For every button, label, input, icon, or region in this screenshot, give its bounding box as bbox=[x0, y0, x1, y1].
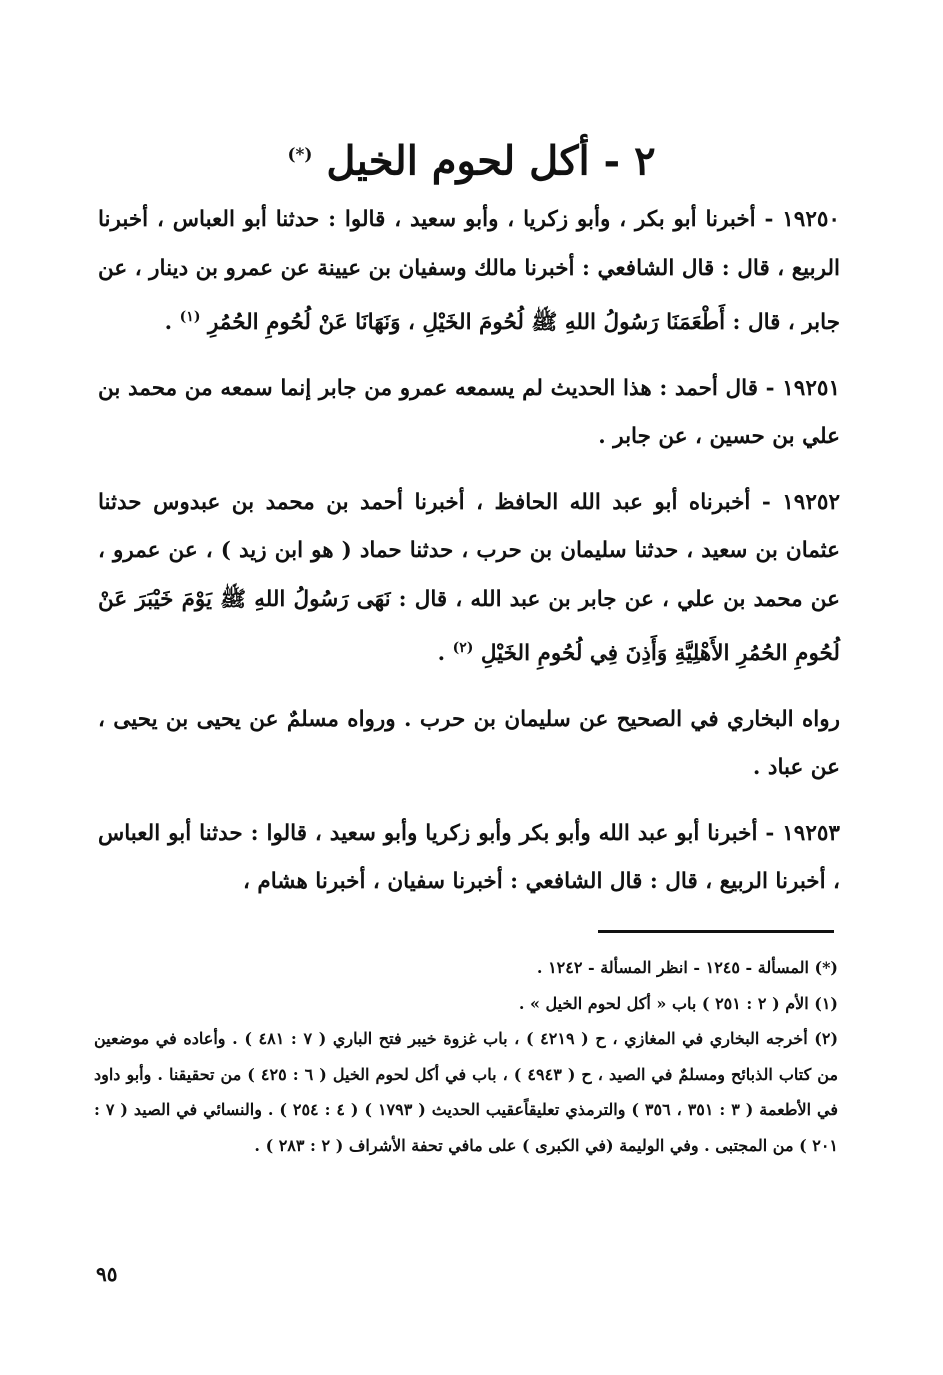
title-footnote-marker: (*) bbox=[287, 145, 313, 165]
hadith-paragraph: ١٩٢٥٠ - أخبرنا أبو بكر ، وأبو زكريا ، وأبو سعيد ، قالوا : حدثنا أبو العباس ، أخبرنا الربيع ، قال : قال الشافعي : أخبرنا مالك وسفيان بن عيينة عن عمرو بن دينار ، عن جابر ، قال : أَطْعَمَنَا رَسُولُ اللهِ ﷺ لُحُومَ الخَيْلِ ، وَنَهَانَا عَنْ لُحُومِ الحُمُرِ $^{(١)}$ . bbox=[98, 207, 840, 336]
main-text bbox=[98, 196, 840, 924]
hadith-number: ١٩٢٥٢ bbox=[782, 489, 840, 515]
hadith-paragraph: ١٩٢٥١ - قال أحمد : هذا الحديث لم يسمعه عمرو من جابر إنما سمعه من محمد بن علي بن حسين ، عن جابر . bbox=[98, 375, 840, 450]
footnote-separator bbox=[598, 930, 834, 933]
footnote: (١) الأم ( ٢ : ٢٥١ ) باب « أكل لحوم الخيل » . bbox=[518, 993, 838, 1013]
page-number: ٩٥ bbox=[96, 1262, 118, 1286]
paragraph-tail: . bbox=[437, 641, 446, 667]
hadith-text: قال أحمد : هذا الحديث لم يسمعه عمرو من جابر إنما سمعه من محمد بن علي بن حسين ، عن جابر . bbox=[98, 375, 840, 450]
hadith-number: ١٩٢٥١ bbox=[782, 375, 840, 401]
footnote: (٢) أخرجه البخاري في المغازي ، ح ( ٤٢١٩ ) ، باب غزوة خيبر فتح الباري ( ٧ : ٤٨١ ) . وأعاده في موضعين من كتاب الذبائح ومسلمٌ في الصيد ، ح ( ٤٩٤٣ ) ، باب في أكل لحوم الخيل ( ٦ : ٤٢٥ ) من تحقيقنا . وأبو داود في الأطعمة ( ٣ : ٣٥١ ، ٣٥٦ ) والترمذي تعليقاًعقيب الحديث ( ١٧٩٣ ) ( ٤ : ٢٥٤ ) . والنسائي في الصيد ( ٧ : ٢٠١ ) من المجتبى . وفي الوليمة (في الكبرى ) على مافي تحفة الأشراف ( ٢ : ٢٨٣ ) . bbox=[94, 1029, 839, 1155]
commentary-paragraph bbox=[98, 696, 840, 793]
hadith-paragraph: ١٩٢٥٣ - أخبرنا أبو عبد الله وأبو بكر وأبو زكريا وأبو سعيد ، قالوا : حدثنا أبو العباس ، أخبرنا الربيع ، قال : قال الشافعي : أخبرنا سفيان ، أخبرنا هشام ، bbox=[98, 820, 840, 895]
chapter-title bbox=[0, 122, 943, 194]
footnotes bbox=[94, 950, 838, 1163]
hadith-paragraph: ١٩٢٥٢ - أخبرناه أبو عبد الله الحافظ ، أخبرنا أحمد بن محمد بن عبدوس حدثنا عثمان بن سعيد ، حدثنا سليمان بن حرب ، حدثنا حماد ( هو ابن زيد ) ، عن عمرو ، عن محمد بن علي ، عن جابر بن عبد الله ، قال : نَهَى رَسُولُ اللهِ ﷺ يَوْمَ خَيْبَرَ عَنْ لُحُومِ الحُمُرِ الأَهْلِيَّةِ وَأَذِنَ فِي لُحُومِ الخَيْلِ $^{(٢)}$ . bbox=[98, 489, 840, 667]
hadith-number: ١٩٢٥٣ bbox=[782, 820, 840, 846]
hadith-text: أخبرنا أبو بكر ، وأبو زكريا ، وأبو سعيد ، قالوا : حدثنا أبو العباس ، أخبرنا الربيع ، قال : قال الشافعي : أخبرنا مالك وسفيان بن عيينة عن عمرو بن دينار ، عن جابر ، قال : أَطْعَمَنَا رَسُولُ اللهِ ﷺ لُحُومَ الخَيْلِ ، وَنَهَانَا عَنْ لُحُومِ الحُمُرِ bbox=[98, 207, 840, 336]
footnote-reference: (٢) bbox=[452, 640, 474, 657]
hadith-text: أخبرناه أبو عبد الله الحافظ ، أخبرنا أحمد بن محمد بن عبدوس حدثنا عثمان بن سعيد ، حدثنا سليمان بن حرب ، حدثنا حماد ( هو ابن زيد ) ، عن عمرو ، عن محمد بن علي ، عن جابر بن عبد الله ، قال : نَهَى رَسُولُ اللهِ ﷺ يَوْمَ خَيْبَرَ عَنْ لُحُومِ الحُمُرِ الأَهْلِيَّةِ وَأَذِنَ فِي لُحُومِ الخَيْلِ bbox=[98, 489, 840, 667]
chapter-title-text: ٢ - أكل لحوم الخيل bbox=[326, 137, 656, 185]
hadith-number: ١٩٢٥٠ bbox=[782, 207, 840, 232]
commentary-text: رواه البخاري في الصحيح عن سليمان بن حرب . ورواه مسلمٌ عن يحيى بن يحيى ، عن عباد . bbox=[98, 706, 840, 781]
hadith-text: أخبرنا أبو عبد الله وأبو بكر وأبو زكريا وأبو سعيد ، قالوا : حدثنا أبو العباس ، أخبرنا الربيع ، قال : قال الشافعي : أخبرنا سفيان ، أخبرنا هشام ، bbox=[98, 820, 840, 895]
footnote-reference: (١) bbox=[179, 309, 201, 325]
footnote: (*) المسألة - ١٢٤٥ - انظر المسألة - ١٢٤٢ . bbox=[536, 958, 838, 977]
paragraph-tail: . bbox=[164, 310, 173, 336]
